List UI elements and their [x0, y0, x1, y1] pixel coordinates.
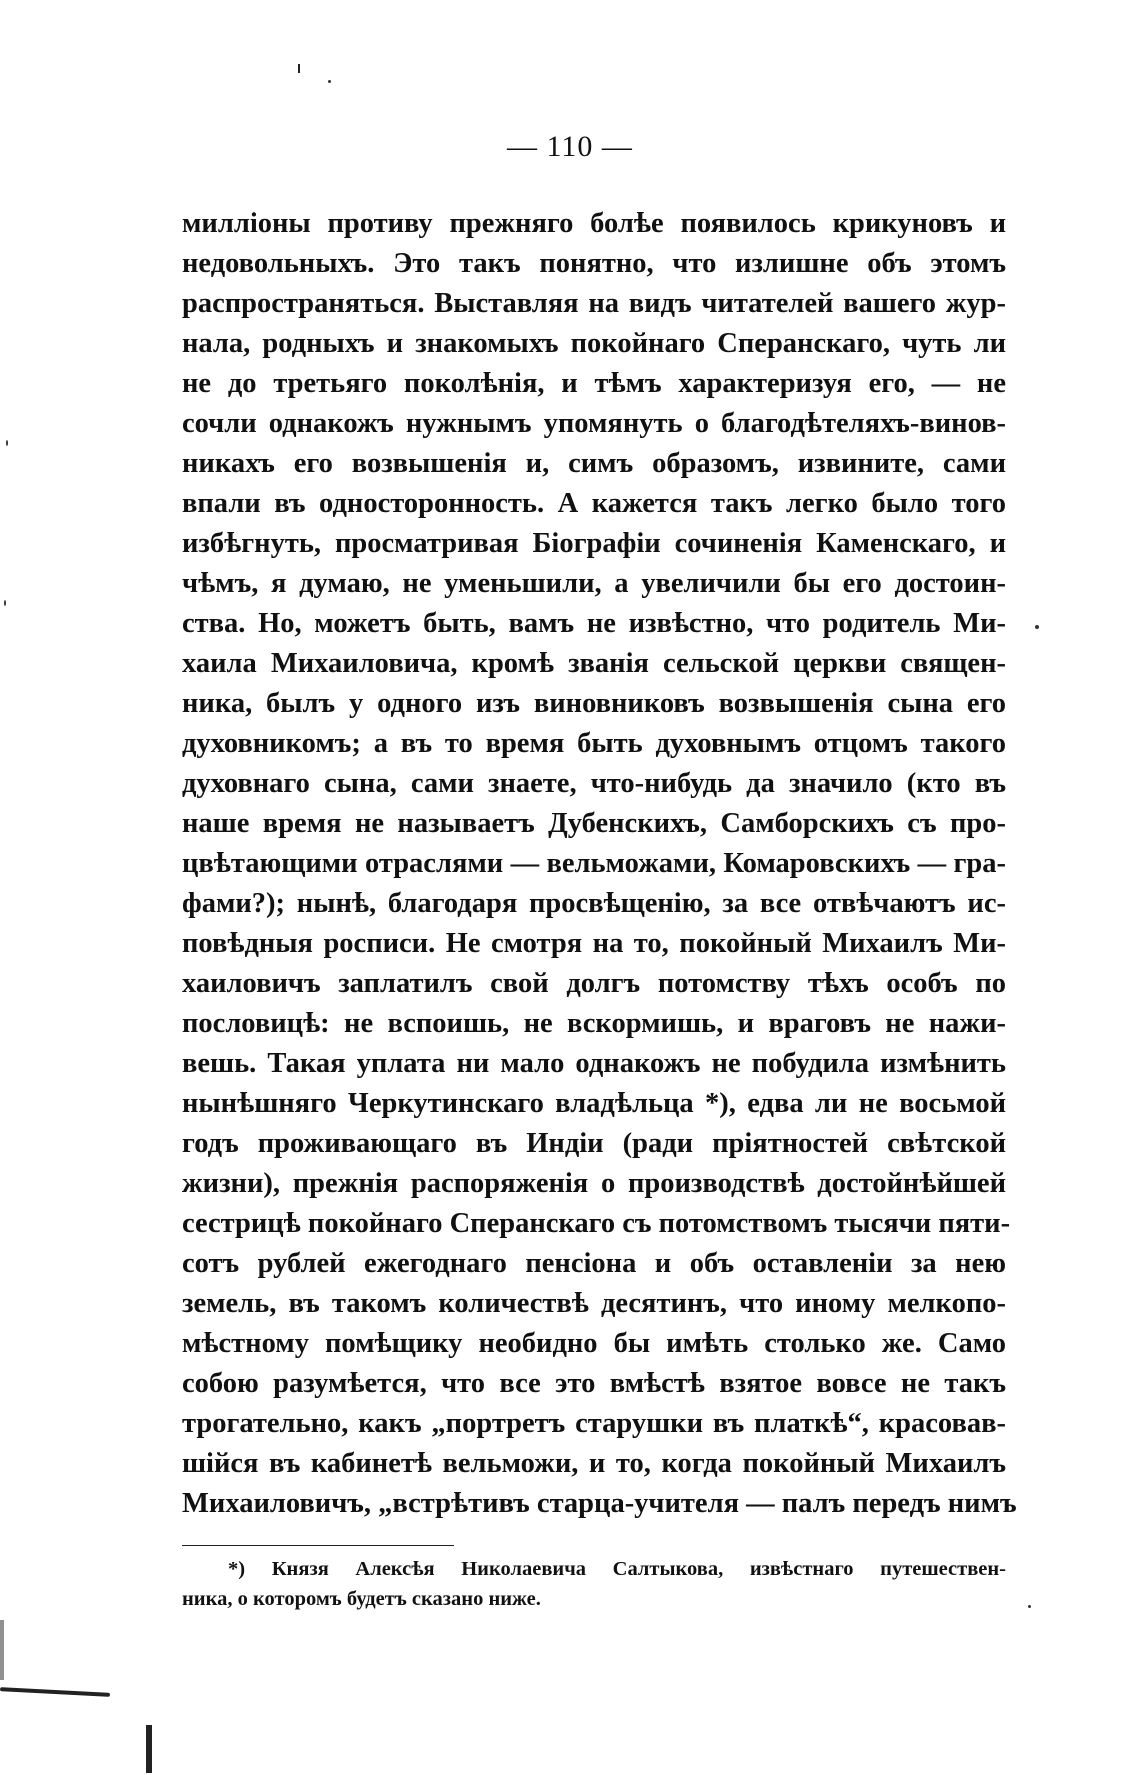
text-line: сочли однакожъ нужнымъ упомянуть о благодѣтеляхъ-винов- [182, 408, 1006, 439]
scan-speck [1028, 1605, 1031, 1608]
text-line: милліоны противу прежняго болѣе появилось крикуновъ и [182, 208, 1006, 239]
footnote-line: ника, о которомъ будетъ сказано ниже. [182, 1588, 541, 1610]
text-line: шійся въ кабинетѣ вельможи, и то, когда покойный Михаилъ [182, 1448, 1006, 1479]
scan-speck [4, 600, 6, 606]
text-line: духовнаго сына, сами знаете, что-нибудь да значило (кто въ [182, 768, 1006, 799]
text-line: мѣстному помѣщику необидно бы имѣть столько же. Само [182, 1328, 1006, 1359]
scan-speck [1035, 625, 1039, 629]
text-line: нала, родныхъ и знакомыхъ покойнаго Сперанскаго, чуть ли [182, 328, 1006, 359]
text-line: цвѣтающими отраслями — вельможами, Комаровскихъ — гра- [182, 848, 1006, 879]
text-line: ника, былъ у одного изъ виновниковъ возвышенія сына его [182, 688, 1006, 719]
text-line: хаила Михаиловича, кромѣ званія сельской церкви священ- [182, 648, 1006, 679]
text-line: земель, въ такомъ количествѣ десятинъ, что иному мелкопо- [182, 1288, 1006, 1319]
scan-speck [6, 440, 8, 446]
footnote-line: *) Князя Алексѣя Николаевича Салтыкова, извѣстнаго путешествен- [228, 1558, 1006, 1580]
text-line: повѣдныя росписи. Не смотря на то, покойный Михаилъ Ми- [182, 928, 1006, 959]
scan-speck [328, 80, 331, 83]
body-text [182, 204, 1017, 1524]
text-line: избѣгнуть, просматривая Біографіи сочиненія Каменскаго, и [182, 528, 1006, 559]
text-line: чѣмъ, я думаю, не уменьшили, а увеличили бы его достоин- [182, 568, 1006, 599]
text-line: недовольныхъ. Это такъ понятно, что излишне объ этомъ [182, 248, 1006, 279]
text-line: духовникомъ; а въ то время быть духовнымъ отцомъ такого [182, 728, 1006, 759]
text-line: сотъ рублей ежегоднаго пенсіона и объ оставленіи за нею [182, 1248, 1006, 1279]
text-line: фами?); нынѣ, благодаря просвѣщенію, за все отвѣчаютъ ис- [182, 888, 1006, 919]
text-line: наше время не называетъ Дубенскихъ, Самборскихъ съ про- [182, 808, 1006, 839]
footnote-divider [182, 1545, 454, 1546]
text-line: жизни), прежнія распоряженія о производствѣ достойнѣйшей [182, 1168, 1006, 1199]
scan-speck [298, 64, 300, 73]
text-line: распространяться. Выставляя на видъ читателей вашего жур- [182, 288, 1006, 319]
footnote [182, 1554, 1006, 1614]
text-line: вешь. Такая уплата ни мало однакожъ не побудила измѣнить [182, 1048, 1006, 1079]
text-line: нынѣшняго Черкутинскаго владѣльца *), едва ли не восьмой [182, 1088, 1006, 1119]
text-line: впали въ односторонность. А кажется такъ легко было того [182, 488, 1006, 519]
page-number: — 110 — [507, 130, 633, 163]
text-line: пословицѣ: не вспоишь, не вскормишь, и враговъ не нажи- [182, 1008, 1006, 1039]
text-line: сестрицѣ покойнаго Сперанскаго съ потомствомъ тысячи пяти- [182, 1208, 1011, 1239]
text-line: не до третьяго поколѣнія, и тѣмъ характеризуя его, — не [182, 368, 1006, 399]
text-line: хаиловичъ заплатилъ свой долгъ потомству тѣхъ особъ по [182, 968, 1006, 999]
text-line: ства. Но, можетъ быть, вамъ не извѣстно, что родитель Ми- [182, 608, 1006, 639]
text-line: Михаиловичъ, „встрѣтивъ старца-учителя — палъ передъ нимъ [182, 1488, 1017, 1519]
text-line: трогательно, какъ „портретъ старушки въ платкѣ“, красовав- [182, 1408, 1006, 1439]
text-line: годъ проживающаго въ Индіи (ради пріятностей свѣтской [182, 1128, 1006, 1159]
scan-edge-mark [0, 1687, 110, 1697]
text-line: никахъ его возвышенія и, симъ образомъ, извините, сами [182, 448, 1006, 479]
scan-edge-mark [0, 1620, 4, 1680]
text-line: собою разумѣется, что все это вмѣстѣ взятое вовсе не такъ [182, 1368, 1006, 1399]
scan-edge-mark [146, 1725, 152, 1773]
